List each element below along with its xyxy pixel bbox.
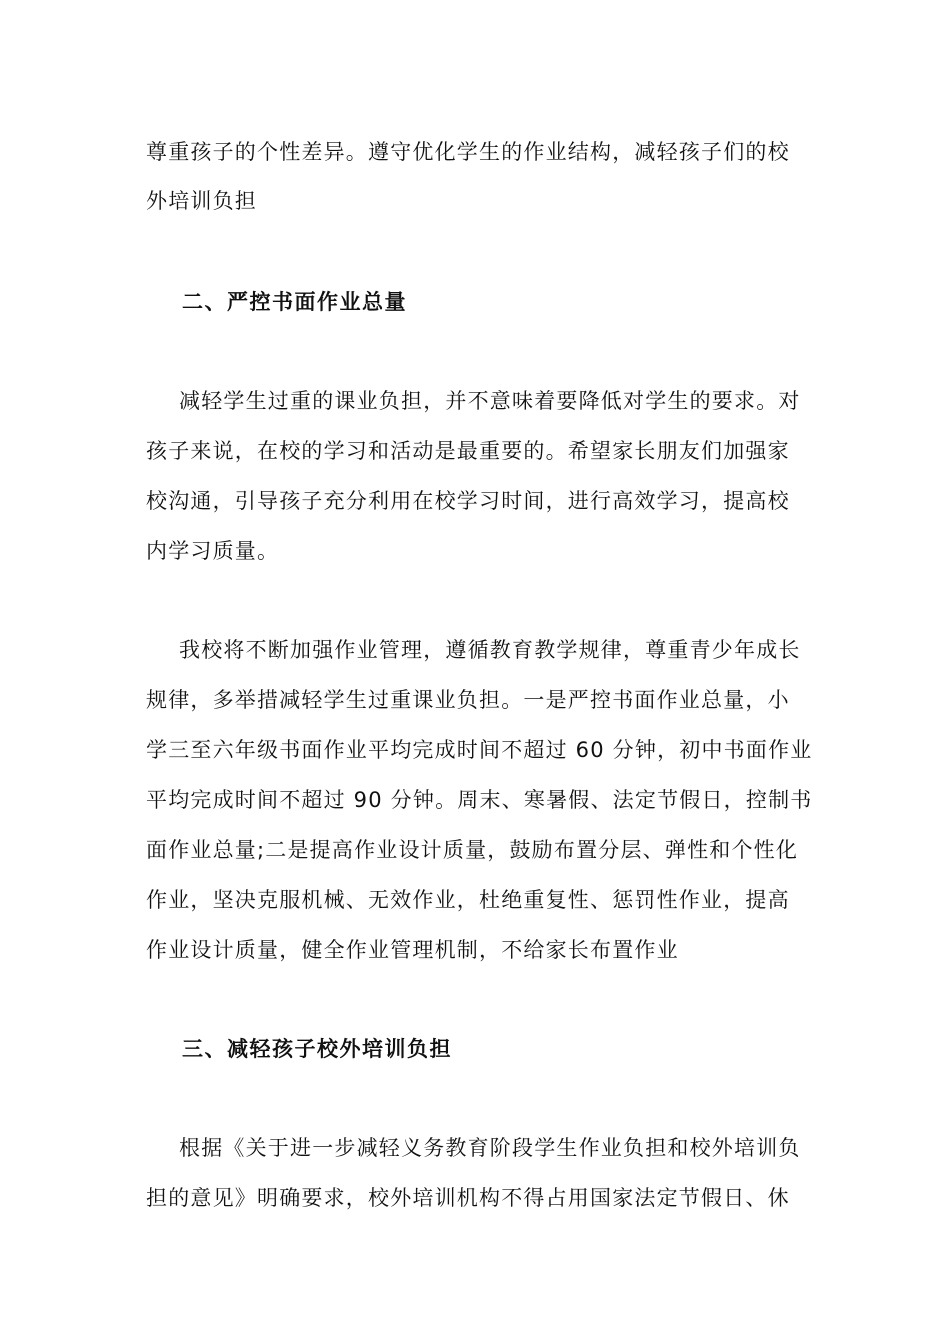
paragraph-line: 根据《关于进一步减轻义务教育阶段学生作业负担和校外培训负 (179, 1136, 801, 1160)
paragraph-line: 面作业总量;二是提高作业设计质量，鼓励布置分层、弹性和个性化 (146, 838, 799, 862)
paragraph-line: 尊重孩子的个性差异。遵守优化学生的作业结构，减轻孩子们的校 (146, 140, 790, 164)
paragraph-line: 平均完成时间不超过 90 分钟。周末、寒暑假、法定节假日，控制书 (146, 788, 813, 812)
paragraph-line: 孩子来说，在校的学习和活动是最重要的。希望家长朋友们加强家 (146, 439, 790, 463)
paragraph-line: 学三至六年级书面作业平均完成时间不超过 60 分钟，初中书面作业 (146, 738, 813, 762)
paragraph-line: 担的意见》明确要求，校外培训机构不得占用国家法定节假日、休 (146, 1186, 790, 1210)
paragraph-line: 规律，多举措减轻学生过重课业负担。一是严控书面作业总量，小 (146, 688, 790, 712)
paragraph-line: 减轻学生过重的课业负担，并不意味着要降低对学生的要求。对 (179, 389, 801, 413)
paragraph-line: 作业设计质量，健全作业管理机制，不给家长布置作业 (146, 938, 679, 962)
paragraph-line: 作业，坚决克服机械、无效作业，杜绝重复性、惩罚性作业，提高 (146, 888, 790, 912)
paragraph-line: 校沟通，引导孩子充分利用在校学习时间，进行高效学习，提高校 (146, 489, 790, 513)
paragraph-line: 我校将不断加强作业管理，遵循教育教学规律，尊重青少年成长 (179, 638, 801, 662)
paragraph-line: 内学习质量。 (146, 539, 280, 563)
section-heading: 二、严控书面作业总量 (182, 290, 407, 314)
section-heading: 三、减轻孩子校外培训负担 (182, 1037, 452, 1061)
paragraph-line: 外培训负担 (146, 189, 257, 213)
